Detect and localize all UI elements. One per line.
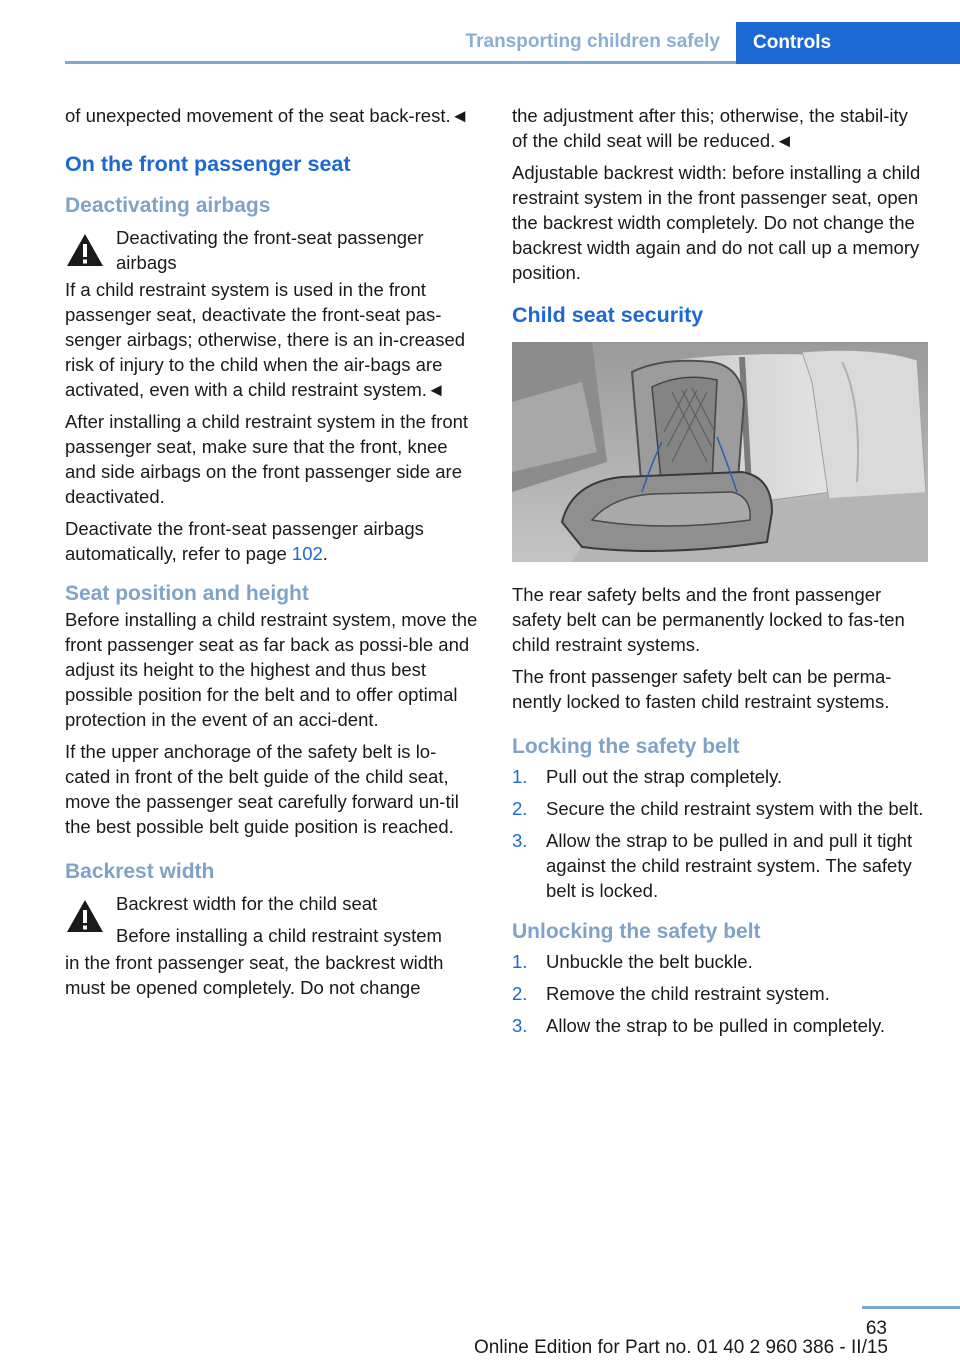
warning-backrest-text [116,891,442,948]
step-text: Secure the child restraint system with the belt. [546,798,924,819]
anchorage-paragraph: If the upper anchorage of the safety belt is lo-cated in front of the belt guide of the child seat, move the passenger seat carefully forward un-til the best possible belt guide position is reached. [65,741,459,837]
step-number: 1. [512,951,528,972]
step-number: 2. [512,798,528,819]
front-seat-heading: On the front passenger seat [65,152,351,176]
footer-rule [862,1306,960,1309]
deactivate-auto-suffix: . [322,543,328,564]
step-text: Allow the strap to be pulled in completely. [546,1015,886,1036]
deactivate-auto-paragraph [65,516,479,566]
unlocking-belt-heading: Unlocking the safety belt [512,920,761,943]
header-chapter-label: Controls [753,32,832,53]
warning-deactivating-airbags [65,225,479,275]
warning-triangle-icon [65,891,116,948]
step-text: Allow the strap to be pulled in and pull it tight against the child restraint system. The safety belt is locked. [546,830,913,901]
rear-belts-paragraph: The rear safety belts and the front passenger safety belt can be permanently locked to fas-ten child restraint systems. [512,584,905,655]
warning-body: in the front passenger seat, the backrest width must be opened completely. Do not change [65,952,444,998]
header-chapter-tab[interactable] [736,22,960,64]
list-item [512,764,928,789]
deactivate-auto-text: Deactivate the front-seat passenger airbags automatically, refer to page [65,518,424,564]
edition-note: Online Edition for Part no. 01 40 2 960 386 - II/15 [473,1337,888,1358]
intro-paragraph: of unexpected movement of the seat back-rest.◄ [65,105,469,126]
warning-title: Deactivating the front-seat passenger airbags [116,227,424,273]
page-link[interactable]: 102 [291,543,323,564]
unlocking-steps-list [512,949,928,1038]
header-section-title: Transporting children safely [465,31,720,52]
seat-position-paragraph: Before installing a child restraint system, move the front passenger seat as far back as possi-ble and adjust its height to the highest and thus best possible position for the belt and to offer optimal protection in the event of an acci-dent. [65,609,478,730]
deactivating-airbags-heading: Deactivating airbags [65,194,271,217]
warning-body: If a child restraint system is used in the front passenger seat, deactivate the front-seat pas-senger airbags; otherwise, there is an in-creased risk of injury to the child when the air-bags are activated, even with a child restraint system.◄ [65,279,466,400]
step-number: 1. [512,766,528,787]
warning-triangle-icon [65,225,116,275]
child-seat-security-heading: Child seat security [512,303,704,327]
step-text: Pull out the strap completely. [546,766,783,787]
front-belt-paragraph: The front passenger safety belt can be perma-nently locked to fasten child restraint systems. [512,666,892,712]
page-number: 63 [865,1318,887,1339]
backrest-width-heading: Backrest width [65,860,215,883]
list-item [512,796,928,821]
step-number: 3. [512,830,528,851]
warning-body-lead: Before installing a child restraint system [116,925,442,946]
list-item [512,1013,928,1038]
child-seat-illustration [512,342,928,562]
right-column [512,103,928,1046]
locking-steps-list [512,764,928,903]
seat-position-heading: Seat position and height [65,582,309,605]
list-item [512,981,928,1006]
adjustable-backrest-paragraph: Adjustable backrest width: before installing a child restraint system in the front passenger seat, open the backrest width completely. Do not change the backrest width again and do not call up a memory position. [512,162,921,283]
step-text: Unbuckle the belt buckle. [546,951,753,972]
left-column [65,103,479,1007]
after-installing-paragraph: After installing a child restraint system in the front passenger seat, make sure that the front, knee and side airbags on the front passenger side are deactivated. [65,411,469,507]
list-item [512,828,928,903]
locking-belt-heading: Locking the safety belt [512,735,740,758]
step-number: 3. [512,1015,528,1036]
list-item [512,949,928,974]
continued-paragraph: the adjustment after this; otherwise, the stabil-ity of the child seat will be reduced.◄ [512,105,908,151]
step-number: 2. [512,983,528,1004]
step-text: Remove the child restraint system. [546,983,830,1004]
warning-backrest-width [65,891,479,948]
warning-title: Backrest width for the child seat [116,893,378,914]
